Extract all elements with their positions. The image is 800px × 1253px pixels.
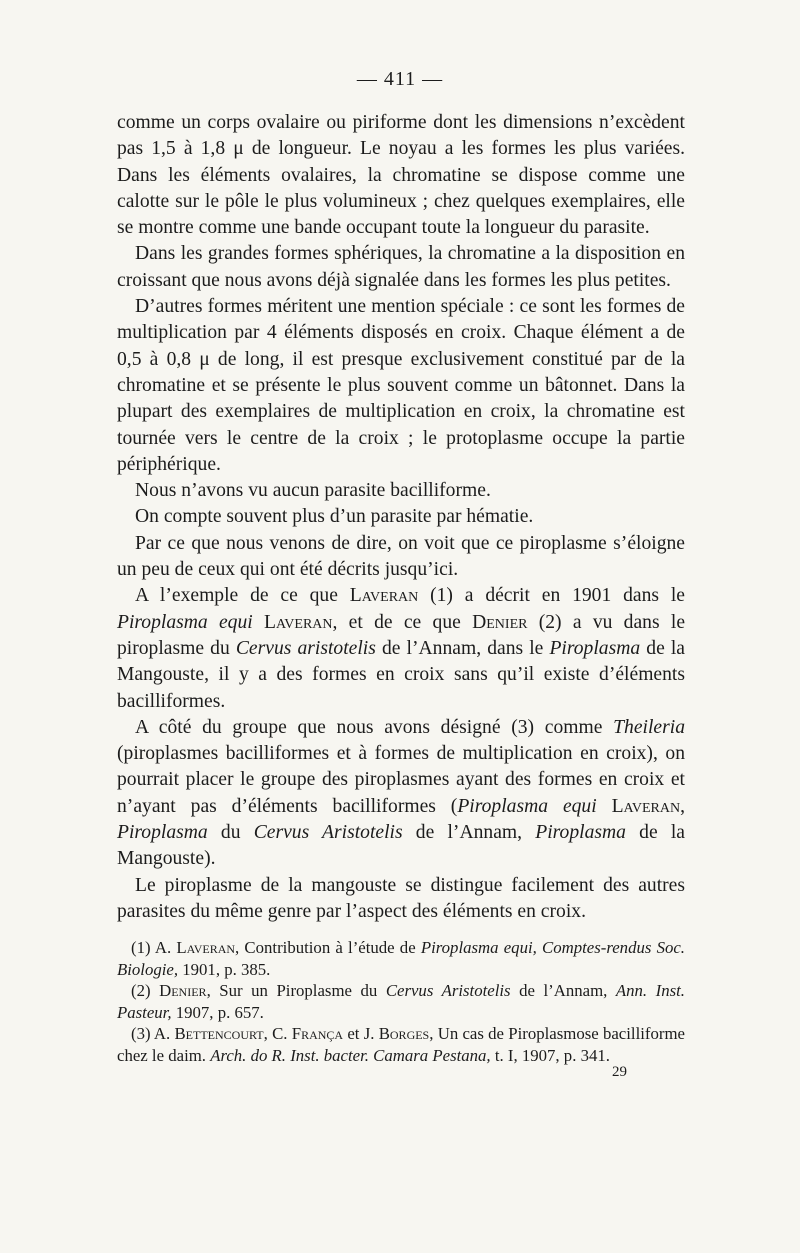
text-run: de la Mangouste). [117, 822, 685, 870]
text-run: t. I, 1907, p. 341. [490, 1045, 610, 1065]
text-run: de la Mangouste, il y a des formes en croix sans qu’il existe d’éléments bacilliformes. [117, 637, 686, 712]
species-name: Cervus Aristotelis [385, 981, 511, 1000]
paragraph-1: comme un corps ovalaire ou piriforme dont les dimensions n’excèdent pas 1,5 à 1,8 μ de longueur. Le noyau a les formes les plus variées. Dans les éléments ovalaires, la chromatine se dispose comme une calotte sur le pôle le plus volumineux ; chez quelques exemplaires, elle se montre comme une bande occupant toute la longueur du parasite. [117, 112, 685, 239]
author-name: Bettencourt [174, 1024, 264, 1043]
citation-title: Piroplasma equi, Comptes-rendus Soc. Biologie, [117, 938, 685, 979]
species-name: Piroplasma equi [457, 795, 597, 817]
author-name: Laveran [611, 795, 681, 817]
citation-title: Ann. Inst. Pasteur, [117, 981, 686, 1022]
species-name: Piroplasma [535, 822, 626, 844]
text-run: de l’Annam, [510, 981, 616, 1000]
species-name: Theileria [613, 716, 685, 738]
footnote-3 [117, 1023, 685, 1066]
author-name: Denier [472, 611, 528, 633]
citation-title: Arch. do R. Inst. bacter. Camara Pestana, [210, 1045, 491, 1065]
author-name: França [291, 1024, 344, 1043]
text-run: , [680, 795, 685, 817]
text-run: (1) a décrit en 1901 dans le [418, 585, 685, 607]
author-name: Laveran [264, 611, 333, 633]
text-run: , C. [263, 1024, 292, 1043]
paragraph-7 [117, 583, 685, 714]
footnote-1 [117, 937, 685, 980]
page-number: — 411 — [356, 68, 444, 90]
footnote-2 [117, 980, 685, 1023]
species-name: Cervus Aristotelis [253, 822, 403, 844]
text-run: 1907, p. 657. [171, 1002, 264, 1022]
author-name: Denier [159, 981, 207, 1000]
text-run: (3) A. [131, 1024, 175, 1043]
species-name: Piroplasma equi [117, 611, 253, 633]
text-run: (2) a vu dans le piroplasme du [117, 611, 686, 659]
paragraph-3: D’autres formes méritent une mention spéciale : ce sont les formes de multiplication par 4 éléments disposés en croix. Chaque élément a de 0,5 à 0,8 μ de long, il est presque exclusivement constitué par de la chromatine et se présente le plus souvent comme un bâtonnet. Dans la plupart des exemplaires de multiplication en croix, la chromatine est tournée vers le centre de la croix ; le protoplasme occupe la partie périphérique. [117, 296, 685, 475]
paragraph-9: Le piroplasme de la mangouste se distingue facilement des autres parasites du même genre par l’aspect des éléments en croix. [117, 874, 685, 922]
paragraph-8 [117, 715, 685, 873]
body-text [117, 110, 685, 925]
species-name: Piroplasma [549, 637, 641, 659]
text-run: de l’Annam, [402, 822, 536, 844]
text-run: (1) A. [131, 938, 177, 957]
text-run: A côté du groupe que nous avons désigné (3) comme [135, 716, 614, 738]
text-run: , et de ce que [332, 611, 473, 633]
paragraph-2: Dans les grandes formes sphériques, la chromatine a la disposition en croissant que nous avons déjà signalée dans les formes les plus petites. [117, 243, 685, 291]
text-run: et J. [343, 1024, 379, 1043]
paragraph-4: Nous n’avons vu aucun parasite bacilliforme. [135, 480, 491, 502]
text-run: (piroplasmes bacilliformes et à formes de multiplication en croix), on pourrait placer le groupe des piroplasmes ayant des formes en croix et n’ayant pas d’éléments bacilliformes ( [117, 743, 685, 817]
text-run: , Un cas de Piroplasmose bacilliforme chez le daim. [117, 1024, 685, 1065]
text-run [597, 796, 612, 817]
text-run [253, 612, 264, 633]
author-name: Borges [378, 1024, 430, 1043]
text-run: 1901, p. 385. [178, 959, 271, 979]
text-run: A l’exemple de ce que [135, 585, 350, 607]
footnotes [117, 937, 685, 1066]
author-name: Laveran [176, 938, 236, 957]
paragraph-5: On compte souvent plus d’un parasite par hématie. [135, 506, 534, 528]
signature-mark: 29 [612, 1064, 627, 1080]
text-run: (2) [131, 981, 160, 1000]
author-name: Laveran [349, 585, 419, 607]
paragraph-6: Par ce que nous venons de dire, on voit que ce piroplasme s’éloigne un peu de ceux qui ont été décrits jusqu’ici. [117, 532, 685, 581]
species-name: Cervus aristotelis [235, 637, 376, 659]
text-run: de l’Annam, dans le [375, 637, 550, 659]
text-run: , Contribution à l’étude de [235, 938, 421, 957]
text-run: , Sur un Piroplasme du [206, 981, 386, 1000]
text-run: du [207, 822, 254, 844]
species-name: Piroplasma [117, 822, 208, 844]
